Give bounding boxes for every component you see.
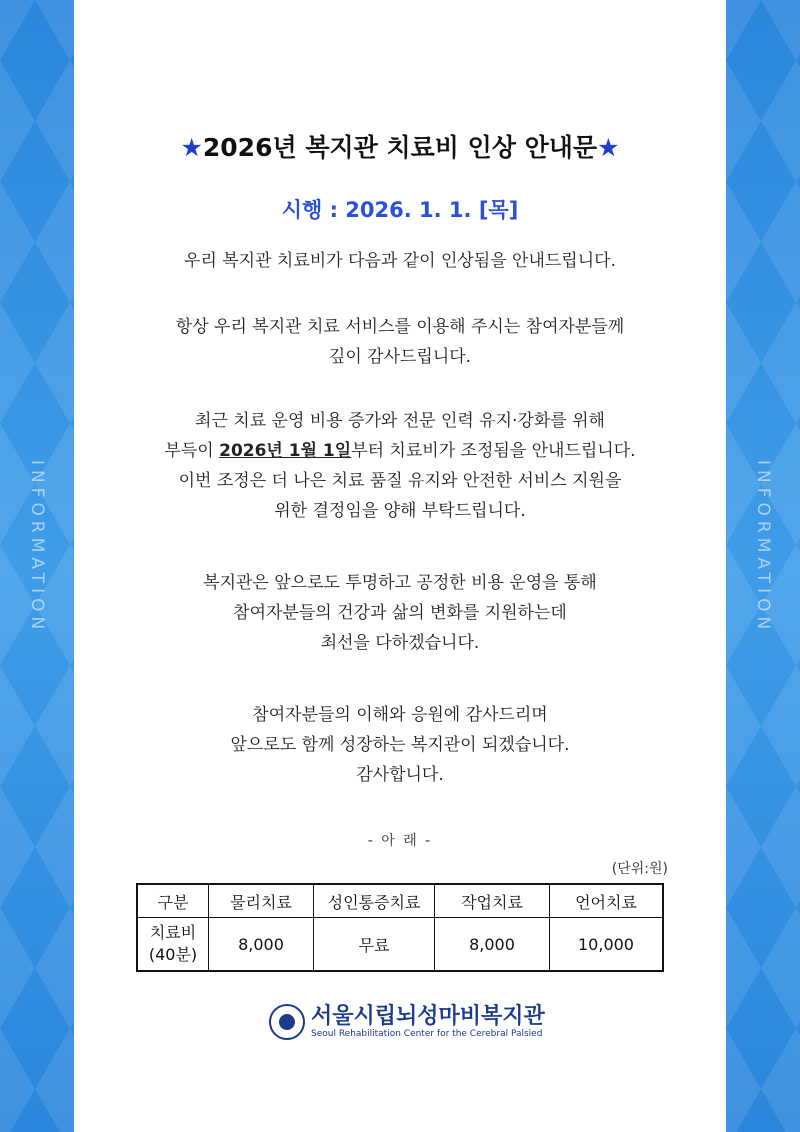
- paragraph-line: 앞으로도 함께 성장하는 복지관이 되겠습니다.: [230, 735, 570, 755]
- table-header-cell: 물리치료: [209, 884, 314, 918]
- table-cell: 8,000: [209, 918, 314, 972]
- table-row: [137, 918, 663, 972]
- logo-subtitle: Seoul Rehabilitation Center for the Cerebral Palsied: [311, 1028, 543, 1039]
- paragraph-line: 위한 결정임을 양해 부탁드립니다.: [274, 501, 526, 521]
- paragraph-line: 감사합니다.: [356, 765, 444, 785]
- effective-date: 시행 : 2026. 1. 1. [목]: [281, 198, 519, 222]
- left-side-label: INFORMATION: [27, 460, 47, 635]
- notice-subheading: - 아 래 -: [367, 833, 433, 849]
- paragraph-fragment: 부터 치료비가 조정됨을 안내드립니다.: [351, 441, 636, 461]
- row-label-line: 치료비: [149, 923, 197, 942]
- right-side-label: INFORMATION: [753, 460, 773, 635]
- paragraph-line: 이번 조정은 더 나은 치료 품질 유지와 안전한 서비스 지원을: [178, 471, 622, 491]
- notice-title-text: 2026년 복지관 치료비 인상 안내문: [202, 133, 598, 162]
- paragraph-line: 깊이 감사드립니다.: [328, 347, 472, 367]
- effective-date-highlight: 2026년 1월 1일: [219, 441, 352, 461]
- row-label-cell: [137, 918, 209, 972]
- star-icon: ★: [597, 133, 620, 162]
- paragraph-line: 우리 복지관 치료비가 다음과 같이 인상됨을 안내드립니다.: [184, 251, 616, 271]
- paragraph-line: 복지관은 앞으로도 투명하고 공정한 비용 운영을 통해: [203, 573, 597, 593]
- logo-text: [311, 1005, 545, 1040]
- paragraph-1: [74, 246, 726, 276]
- paragraph-line: [74, 436, 726, 466]
- table-header-cell: 작업치료: [435, 884, 550, 918]
- logo-name: 서울시립뇌성마비복지관: [311, 1003, 545, 1029]
- paragraph-5: [74, 700, 726, 790]
- notice-title: [74, 128, 726, 164]
- paragraph-4: [74, 568, 726, 658]
- organization-logo: [269, 1000, 545, 1044]
- paragraph-3: [74, 406, 726, 526]
- table-header-cell: 구분: [137, 884, 209, 918]
- fee-table: [136, 883, 664, 972]
- star-icon: ★: [180, 133, 203, 162]
- paragraph-2: [74, 312, 726, 372]
- left-decorative-band: [0, 0, 74, 1132]
- table-header-row: [137, 884, 663, 918]
- row-label-line: (40분): [148, 945, 198, 964]
- paragraph-line: 참여자분들의 건강과 삶의 변화를 지원하는데: [233, 603, 567, 623]
- paragraph-line: 참여자분들의 이해와 응원에 감사드리며: [252, 705, 548, 725]
- notice-page: [74, 0, 726, 1132]
- table-header-cell: 언어치료: [550, 884, 664, 918]
- emblem-icon: [269, 1004, 305, 1040]
- paragraph-line: 항상 우리 복지관 치료 서비스를 이용해 주시는 참여자분들께: [175, 317, 625, 337]
- table-cell: 10,000: [550, 918, 664, 972]
- table-header-cell: 성인통증치료: [314, 884, 435, 918]
- right-decorative-band: [726, 0, 800, 1132]
- paragraph-line: 최근 치료 운영 비용 증가와 전문 인력 유지·강화를 위해: [195, 411, 605, 431]
- table-cell: 무료: [314, 918, 435, 972]
- table-cell: 8,000: [435, 918, 550, 972]
- unit-label: (단위:원): [611, 861, 668, 877]
- paragraph-line: 최선을 다하겠습니다.: [320, 633, 480, 653]
- paragraph-fragment: 부득이: [164, 441, 220, 461]
